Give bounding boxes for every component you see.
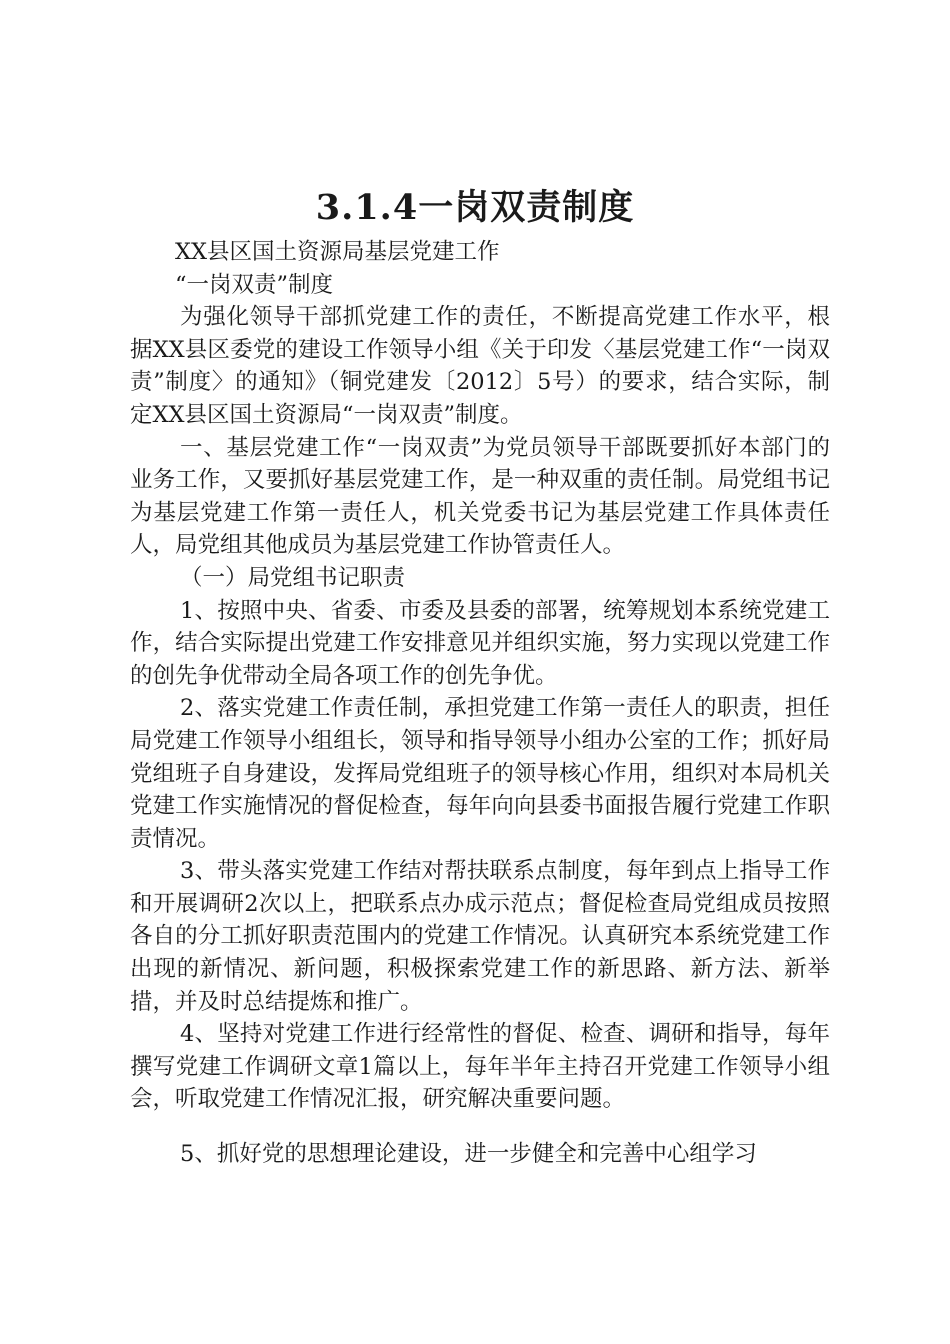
paragraph-item-3: 3、带头落实党建工作结对帮扶联系点制度，每年到点上指导工作和开展调研2次以上，把联系点办成示范点；督促检查局党组成员按照各自的分工抓好职责范围内的党建工作情况。认真研究本系统党建工作出现的新情况、新问题，积极探索党建工作的新思路、新方法、新举措，并及时总结提炼和推广。 (130, 858, 830, 1015)
paragraph-intro: 为强化领导干部抓党建工作的责任，不断提高党建工作水平，根据XX县区委党的建设工作领导小组《关于印发〈基层党建工作“一岗双责”制度〉的通知》（铜党建发〔2012〕5号）的要求，结合实际，制定XX县区国土资源局“一岗双责”制度。 (130, 304, 830, 428)
org-heading: XX县区国土资源局基层党建工作 (175, 239, 500, 265)
paragraph-item-1: 1、按照中央、省委、市委及县委的部署，统筹规划本系统党建工作，结合实际提出党建工作安排意见并组织实施，努力实现以党建工作的创先争优带动全局各项工作的创先争优。 (130, 597, 830, 689)
subsection-heading: （一）局党组书记职责 (180, 564, 406, 591)
system-heading: “一岗双责”制度 (175, 271, 334, 298)
paragraph-item-2: 2、落实党建工作责任制，承担党建工作第一责任人的职责，担任局党建工作领导小组组长，领导和指导领导小组办公室的工作；抓好局党组班子自身建设，发挥局党组班子的领导核心作用，组织对本局机关党建工作实施情况的督促检查，每年向向县委书面报告履行党建工作职责情况。 (130, 695, 830, 852)
document-body (130, 236, 830, 1171)
paragraph-section-1: 一、基层党建工作“一岗双责”为党员领导干部既要抓好本部门的业务工作，又要抓好基层党建工作，是一种双重的责任制。局党组书记为基层党建工作第一责任人，机关党委书记为基层党建工作具体责任人，局党组其他成员为基层党建工作协管责任人。 (130, 434, 830, 559)
paragraph-item-4: 4、坚持对党建工作进行经常性的督促、检查、调研和指导，每年撰写党建工作调研文章1篇以上，每年半年主持召开党建工作领导小组会，听取党建工作情况汇报，研究解决重要问题。 (130, 1021, 830, 1113)
document-title: 3.1.4一岗双责制度 (315, 187, 635, 228)
paragraph-item-5: 5、抓好党的思想理论建设，进一步健全和完善中心组学习 (180, 1141, 757, 1168)
